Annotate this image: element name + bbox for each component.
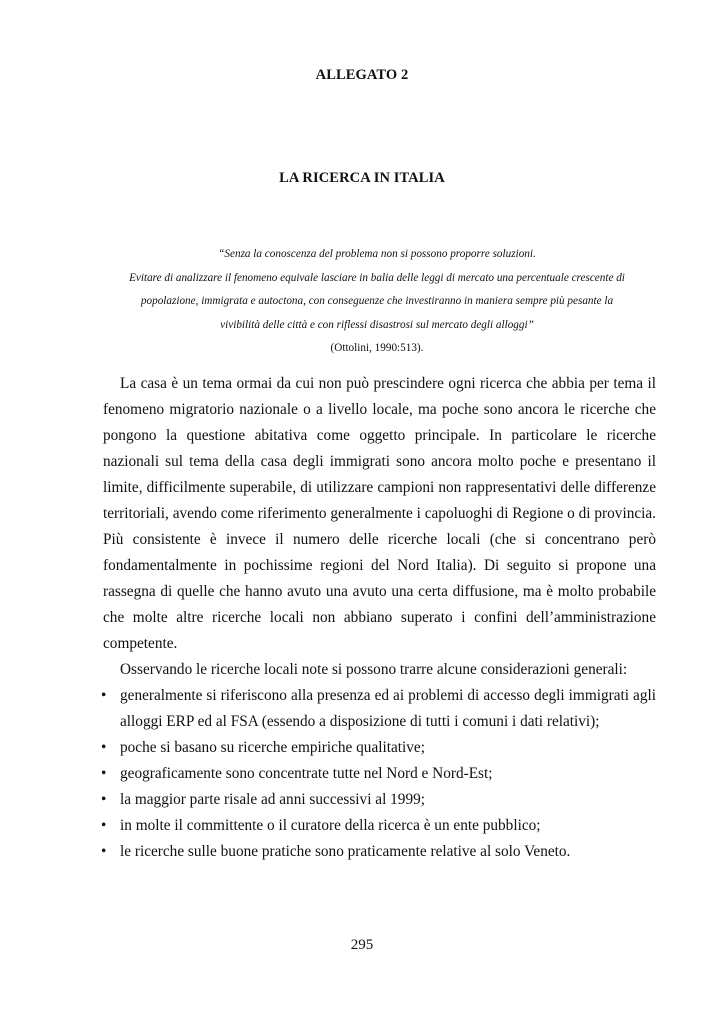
body-paragraph: Osservando le ricerche locali note si possono trarre alcune considerazioni generali:: [120, 661, 628, 678]
list-item: [103, 813, 656, 839]
appendix-label: ALLEGATO 2: [315, 67, 409, 83]
list-item-text: poche si basano su ricerche empiriche qualitative;: [120, 739, 425, 756]
epigraph-line: popolazione, immigrata e autoctona, con conseguenze che investiranno in maniera sempre più pesante la: [140, 295, 614, 308]
bullet-icon: •: [101, 765, 107, 782]
list-item: [103, 735, 656, 761]
body-paragraph: La casa è un tema ormai da cui non può prescindere ogni ricerca che abbia per tema il fenomeno migratorio nazionale o a livello locale, ma poche sono ancora le ricerche che pongono la questione abitativa come oggetto principale. In particolare le ricerche nazionali sul tema della casa degli immigrati sono ancora molto poche e presentano il limite, difficilmente superabile, di utilizzare campioni non rappresentativi delle differenze territoriali, avendo come riferimento generalmente i capoluoghi di Regione o di provincia. Più consistente è invece il numero delle ricerche locali (che si concentrano però fondamentalmente in pochissime regioni del Nord Italia). Di seguito si propone una rassegna di quelle che hanno avuto una avuto una certa diffusione, ma è molto probabile che molte altre ricerche locali non abbiano superato i confini dell’amministrazione competente.: [103, 375, 656, 652]
section-title: LA RICERCA IN ITALIA: [279, 170, 445, 186]
bullet-icon: •: [101, 791, 107, 808]
bullet-icon: •: [101, 687, 107, 704]
list-item: [103, 761, 656, 787]
bullet-icon: •: [101, 817, 107, 834]
epigraph-line: “Senza la conoscenza del problema non si possono proporre soluzioni.: [218, 248, 536, 260]
considerations-list: [103, 683, 656, 865]
list-item-text: le ricerche sulle buone pratiche sono praticamente relative al solo Veneto.: [120, 843, 571, 860]
list-item-text: la maggior parte risale ad anni successivi al 1999;: [120, 791, 425, 808]
epigraph-citation: (Ottolini, 1990:513).: [330, 342, 424, 355]
list-item: [103, 839, 656, 865]
epigraph-quote: [95, 243, 659, 361]
list-item-text: generalmente si riferiscono alla presenza ed ai problemi di accesso degli immigrati agli alloggi ERP ed al FSA (essendo a disposizione di tutti i comuni i dati relativi);: [120, 687, 656, 730]
list-item-text: in molte il committente o il curatore della ricerca è un ente pubblico;: [120, 817, 541, 834]
epigraph-line: vivibilità delle città e con riflessi disastrosi sul mercato degli alloggi”: [220, 318, 534, 331]
bullet-icon: •: [101, 739, 107, 756]
epigraph-line: Evitare di analizzare il fenomeno equivale lasciare in balia delle leggi di mercato una percentuale crescente di: [129, 271, 625, 284]
page-number: 295: [350, 937, 374, 953]
bullet-icon: •: [101, 843, 107, 860]
list-item: [103, 683, 656, 735]
list-item: [103, 787, 656, 813]
main-body: [103, 371, 656, 865]
list-item-text: geograficamente sono concentrate tutte nel Nord e Nord-Est;: [120, 765, 493, 782]
